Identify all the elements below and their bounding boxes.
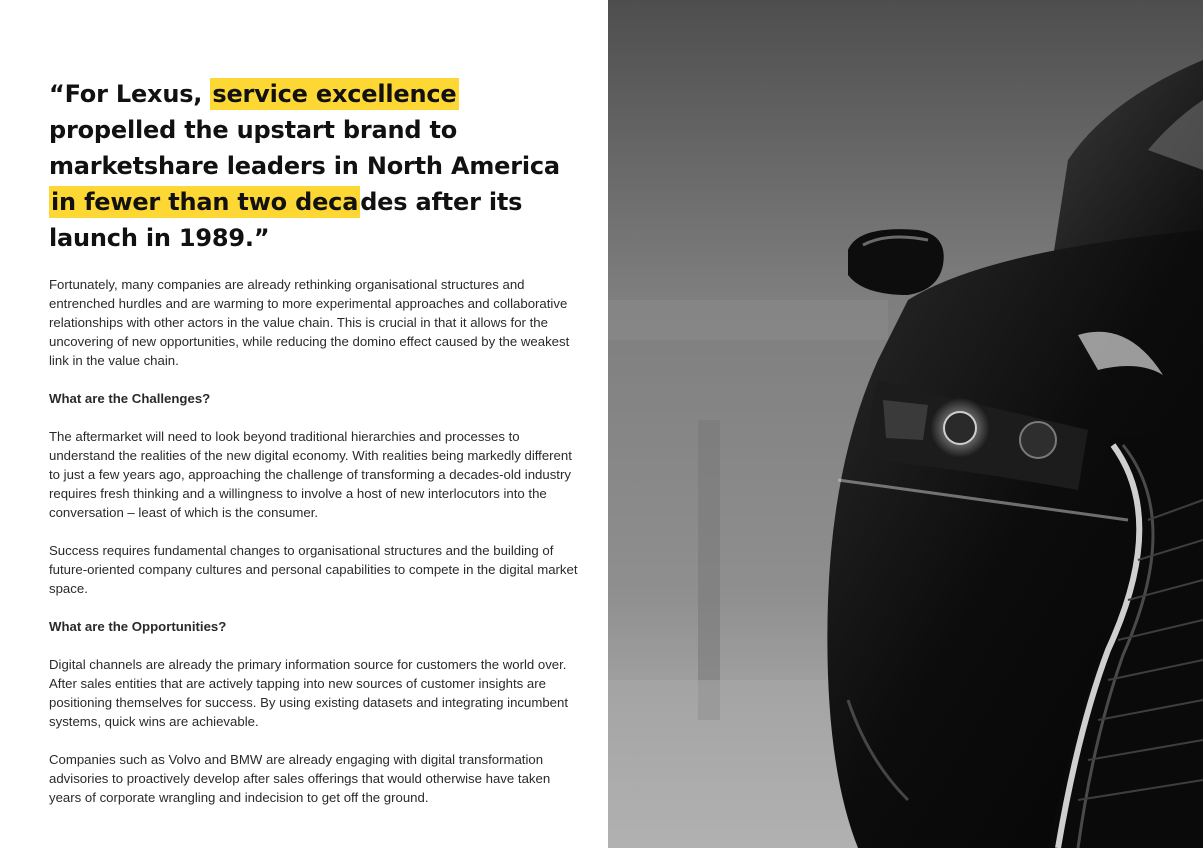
opportunities-paragraph-1: Digital channels are already the primary information source for customers the world over. After sales entities that are actively tapping into new sources of customer insights are positioning themselves for success. By using existing datasets and integrating incumbent systems, quick wins are achievable. — [49, 657, 568, 729]
lexus-car-illustration — [608, 0, 1203, 848]
pull-quote — [49, 76, 579, 256]
quote-open-text: “For Lexus, — [49, 80, 211, 108]
quote-middle-text: propelled the upstart brand to marketshare leaders in North America — [49, 116, 560, 180]
opportunities-heading: What are the Opportunities? — [49, 619, 227, 634]
quote-highlight-service-excellence: service excellence — [212, 80, 457, 108]
challenges-heading: What are the Challenges? — [49, 391, 211, 406]
quote-end-text: des after its launch in 1989.” — [49, 188, 523, 252]
quote-highlight-fewer-than-two-decades: in fewer than two deca — [51, 188, 359, 216]
car-photo — [608, 0, 1203, 848]
article-body — [49, 275, 579, 807]
challenges-paragraph-2: Success requires fundamental changes to organisational structures and the building of future-oriented company cultures and personal capabilities to compete in the digital market space. — [49, 543, 578, 596]
challenges-paragraph-1: The aftermarket will need to look beyond traditional hierarchies and processes to understand the realities of the new digital economy. With realities being markedly different to just a few years ago, approaching the challenge of transforming a decades-old industry requires fresh thinking and a willingness to involve a host of new interlocutors into the conversation – least of which is the consumer. — [49, 429, 572, 520]
text-column — [49, 76, 579, 826]
opportunities-paragraph-2: Companies such as Volvo and BMW are already engaging with digital transformation advisories to proactively develop after sales offerings that would otherwise have taken years of corporate wrangling and indecision to get off the ground. — [49, 752, 551, 805]
intro-paragraph: Fortunately, many companies are already rethinking organisational structures and entrenched hurdles and are warming to more experimental approaches and collaborative relationships with other actors in the value chain. This is crucial in that it allows for the uncovering of new opportunities, while reducing the domino effect caused by the weakest link in the value chain. — [49, 277, 570, 368]
